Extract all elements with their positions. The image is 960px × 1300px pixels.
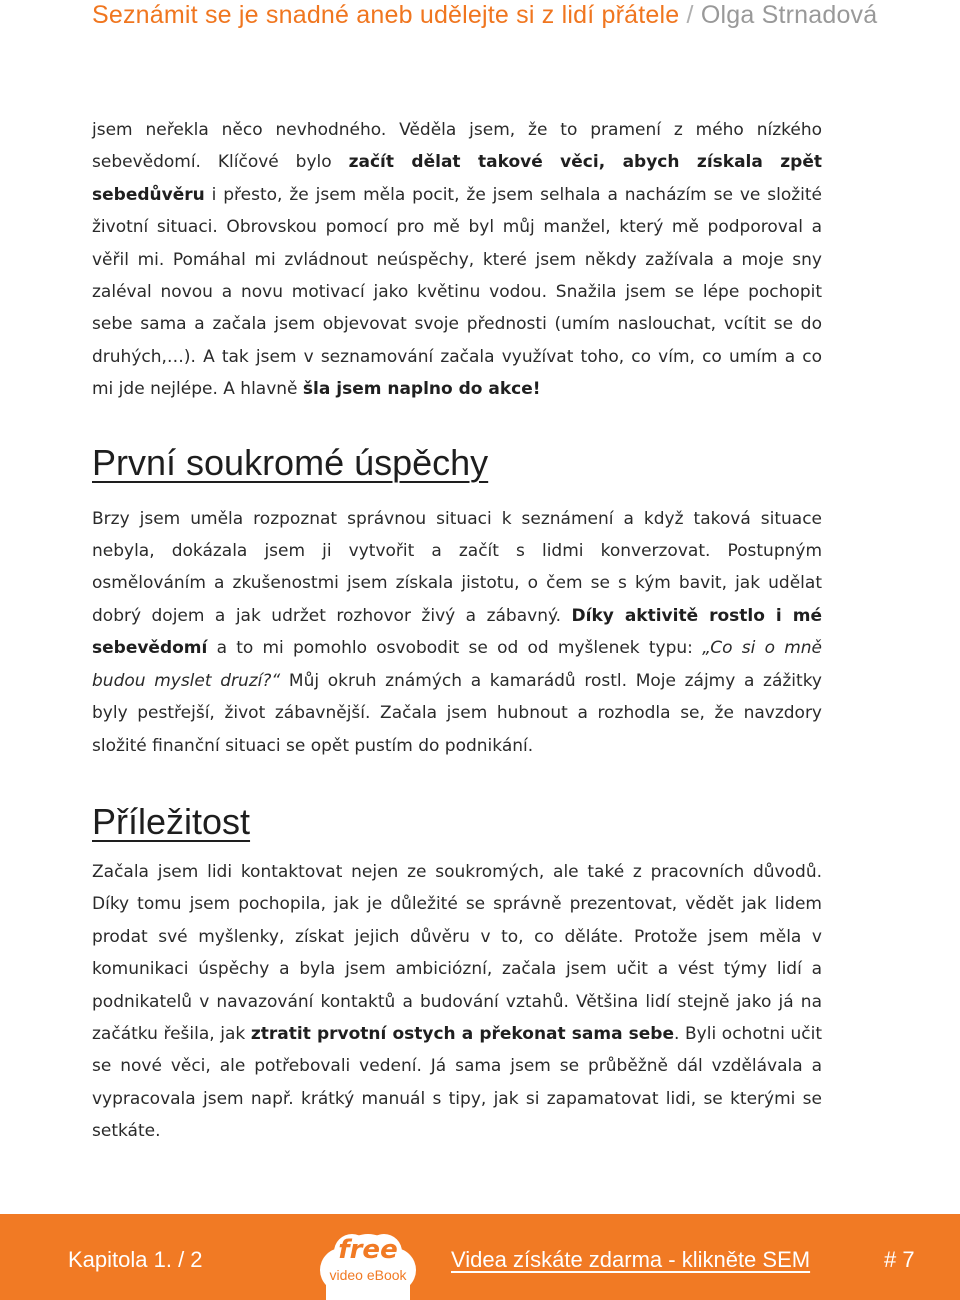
page-footer xyxy=(0,1214,960,1300)
section2-bold-1: ztratit prvotní ostych a překonat sama sebe xyxy=(250,1023,675,1044)
page-number: # 7 xyxy=(884,1247,915,1272)
section1-text-2: a to mi pomohlo osvobodit se od od myšlenek typu: xyxy=(207,638,703,659)
main-content xyxy=(92,114,822,1148)
section2-text-2: . Byli ochotni učit se nové věci, ale potřebovali vedení. Já sama jsem se průběžně dál vzdělávala a vypracovala jsem např. krátký manuál s tipy, jak si zapamatovat lidi, se kterými se setkáte. xyxy=(92,1023,822,1142)
section-heading-private-success: První soukromé úspěchy xyxy=(92,441,489,483)
section2-text-1: Začala jsem lidi kontaktovat nejen ze soukromých, ale také z pracovních důvodů. Díky tomu jsem pochopila, jak je důležité se správně prezentovat, vědět jak lidem prodat své myšlenky, získat jejich důvěru v to, co děláte. Protože jsem měla v komunikaci úspěchy a byla jsem ambiciózní, začala jsem učit a vést týmy lidí a podnikatelů v navazování kontaktů a budování vztahů. Většina lidí stejně jako já na začátku řešila, jak xyxy=(92,861,822,1044)
section1-text-3: Můj okruh známých a kamarádů rostl. Moje zájmy a zážitky byly pestřejší, život zábavnější. Začala jsem hubnout a rozhodla se, že navzdory složité finanční situaci se opět pustím do podnikání. xyxy=(92,670,822,756)
intro-text-2: i přesto, že jsem měla pocit, že jsem selhala a nacházím se ve složité životní situaci. Obrovskou pomocí pro mě byl můj manžel, který mě podporoval a věřil mi. Pomáhal mi zvládnout neúspěchy, které jsem někdy zažívala a moje sny zaléval novou a novu motivací jako květinu vodou. Snažila jsem se lépe pochopit sebe sama a začala jsem objevovat svoje přednosti (umím naslouchat, vcítit se do druhých,…). A tak jsem v seznamování začala využívat toho, co vím, co umím a co mi jde nejlépe. A hlavně xyxy=(92,184,822,400)
intro-paragraph xyxy=(92,114,822,406)
section1-bold-1: Díky aktivitě rostlo i mé sebevědomí xyxy=(92,605,822,659)
page-header xyxy=(92,0,932,34)
free-videos-link[interactable]: Videa získáte zdarma - klikněte SEM xyxy=(451,1247,811,1272)
header-separator: / xyxy=(686,1,694,29)
author-name: Olga Strnadová xyxy=(700,1,878,29)
intro-bold-1: začít dělat takové věci, abych získala zpět sebedůvěru xyxy=(92,152,823,205)
free-video-ebook-badge[interactable] xyxy=(312,1226,424,1300)
section1-text-1: Brzy jsem uměla rozpoznat správnou situaci k seznámení a když taková situace nebyla, dokázala jsem ji vytvořit a začít s lidmi konverzovat. Postupným osmělováním a zkušenostmi jsem získala jistotu, o čem se s kým bavit, jak udělat dobrý dojem a jak udržet rozhovor živý a zábavný. xyxy=(92,508,822,626)
section1-quote: „Co si o mně budou myslet druzí?“ xyxy=(92,638,822,691)
badge-ebook-text: video eBook xyxy=(329,1267,407,1283)
intro-bold-2: šla jsem naplno do akce! xyxy=(302,379,541,400)
intro-text-1: jsem neřekla něco nevhodného. Věděla jsem, že to pramení z mého nízkého sebevědomí. Klíčové bylo xyxy=(92,120,822,173)
badge-free-text: free xyxy=(338,1235,398,1265)
section2-paragraph xyxy=(92,856,822,1148)
section-heading-opportunity: Příležitost xyxy=(92,800,251,842)
chapter-label: Kapitola 1. / 2 xyxy=(68,1247,203,1272)
section1-paragraph xyxy=(92,503,822,762)
book-title: Seznámit se je snadné aneb udělejte si z lidí přátele xyxy=(92,1,680,29)
